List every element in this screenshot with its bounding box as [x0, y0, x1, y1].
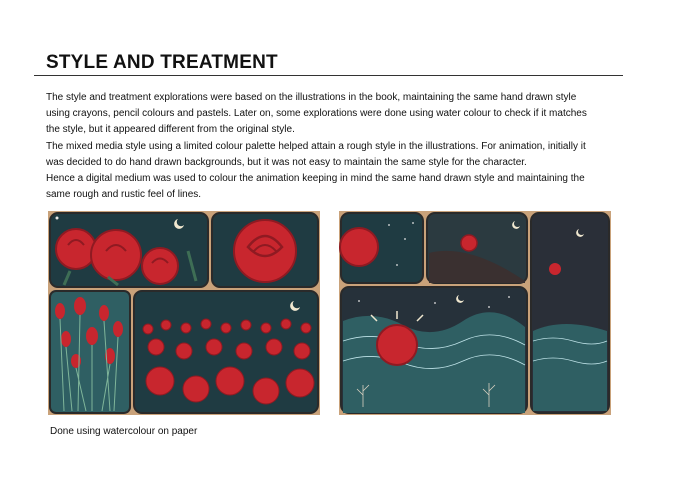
title-divider	[34, 75, 623, 76]
paragraph-line: Hence a digital medium was used to colour the animation keeping in mind the same hand drawn style and maintaining the	[46, 173, 585, 185]
paragraph-line: The mixed media style using a limited colour palette helped attain a rough style in the illustrations. For animation, initially it	[46, 140, 586, 152]
page-title: STYLE AND TREATMENT	[46, 52, 278, 73]
paragraph-line: the style, but it appeared different from the original style.	[46, 124, 295, 136]
artwork-caption: Done using watercolour on paper	[50, 426, 198, 437]
paragraph-line: same rough and rustic feel of lines.	[46, 189, 202, 201]
roses-artwork	[48, 211, 320, 415]
paragraph-line: was decided to do hand drawn backgrounds, but it was not easy to maintain the same style for the character.	[46, 156, 527, 168]
paragraph-line: The style and treatment explorations were based on the illustrations in the book, maintaining the same hand drawn style	[46, 92, 577, 103]
moon-night-artwork	[339, 211, 611, 415]
body-text	[46, 90, 626, 203]
paragraph-line: using crayons, pencil colours and pastels. Later on, some explorations were done using water colour to check if it matches	[46, 108, 587, 120]
